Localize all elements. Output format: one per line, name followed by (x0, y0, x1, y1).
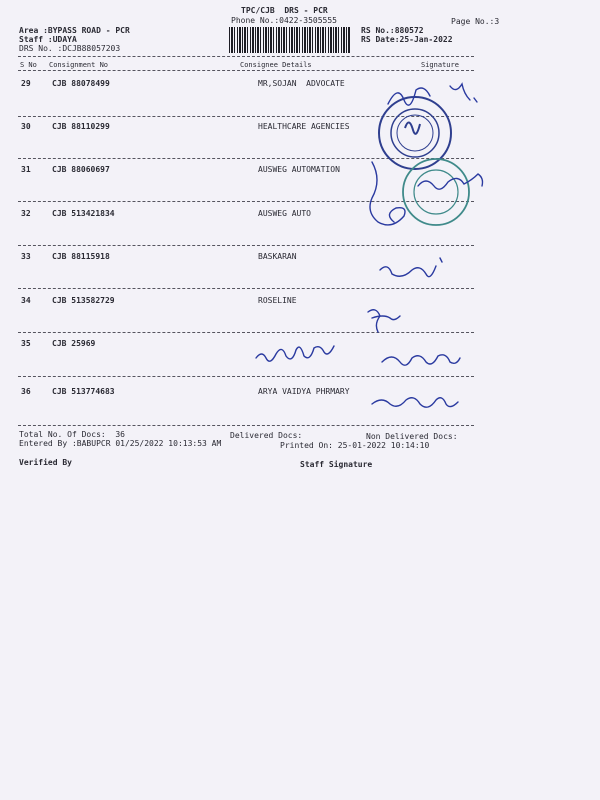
company-title: TPC/CJB DRS - PCR (241, 6, 328, 15)
row-consignee: HEALTHCARE AGENCIES (258, 122, 350, 131)
row-consignment-no: CJB 513582729 (52, 296, 115, 305)
row-consignment-no: CJB 88078499 (52, 79, 110, 88)
signature-row-35-right (382, 355, 460, 365)
column-header-consignment: Consignment No (49, 61, 109, 69)
column-header-sno: S No (20, 61, 37, 69)
printed-on: Printed On: 25-01-2022 10:14:10 (280, 441, 430, 450)
drs-number: DRS No. :DCJB88057203 (19, 44, 121, 53)
page-number: Page No.:3 (451, 17, 500, 26)
row-sno: 30 (21, 122, 31, 131)
row-sno: 34 (21, 296, 31, 305)
delivered-docs: Delivered Docs: (230, 431, 303, 440)
healthcare-stamp (379, 97, 451, 169)
row-consignment-no: CJB 513774683 (52, 387, 115, 396)
row-sno: 32 (21, 209, 31, 218)
rs-date: RS Date:25-Jan-2022 (361, 35, 453, 44)
staff-signature-label: Staff Signature (300, 460, 373, 469)
row-consignment-no: CJB 25969 (52, 339, 96, 348)
rs-number: RS No.:880572 (361, 26, 424, 35)
row-consignee: AUSWEG AUTO (258, 209, 311, 218)
row-consignee: AUSWEG AUTOMATION (258, 165, 340, 174)
ausweg-stamp (403, 159, 469, 225)
row-consignee: BASKARAN (258, 252, 297, 261)
row-sno: 36 (21, 387, 31, 396)
row-sno: 33 (21, 252, 31, 261)
verified-by: Verified By (19, 458, 72, 467)
phone-number: Phone No.:0422-3505555 (231, 16, 337, 25)
row-consignee: MR,SOJAN ADVOCATE (258, 79, 345, 88)
staff-field: Staff :UDAYA (19, 35, 77, 44)
row-consignment-no: CJB 88060697 (52, 165, 110, 174)
area-field: Area :BYPASS ROAD - PCR (19, 26, 130, 35)
row-sno: 35 (21, 339, 31, 348)
entered-by: Entered By :BABUPCR 01/25/2022 10:13:53 AM (19, 439, 222, 448)
column-header-signature: Signature (421, 61, 459, 69)
row-consignment-no: CJB 88115918 (52, 252, 110, 261)
row-consignee: ROSELINE (258, 296, 297, 305)
non-delivered-docs: Non Delivered Docs: (366, 432, 458, 441)
row-consignee: ARYA VAIDYA PHRMARY (258, 387, 350, 396)
row-consignment-no: CJB 88110299 (52, 122, 110, 131)
row-sno: 29 (21, 79, 31, 88)
signature-row-35-left (256, 346, 334, 361)
signature-row-32 (370, 162, 405, 225)
total-docs: Total No. Of Docs: 36 (19, 430, 125, 439)
signature-row-33 (380, 258, 442, 277)
row-sno: 31 (21, 165, 31, 174)
signature-row-31 (418, 174, 483, 189)
signature-row-36 (372, 398, 458, 407)
signature-row-34 (368, 310, 400, 332)
row-consignment-no: CJB 513421834 (52, 209, 115, 218)
column-header-details: Consignee Details (240, 61, 312, 69)
